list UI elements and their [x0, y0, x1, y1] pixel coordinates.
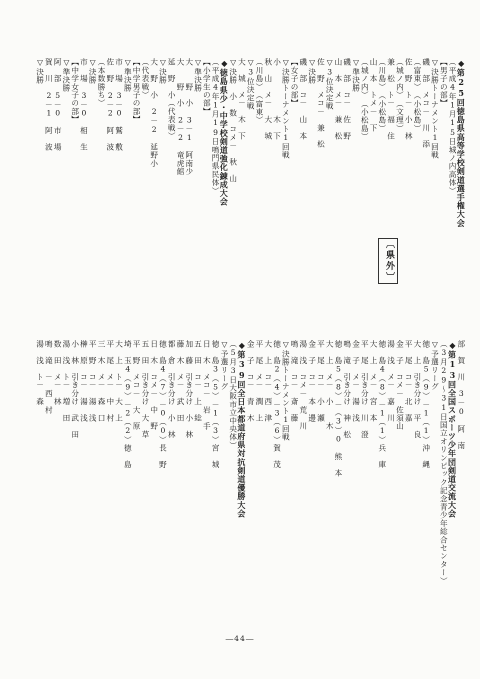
- text-column: 湯 浅 ト－ 増 田: [61, 340, 71, 422]
- text-column: 部 賀 川 3－0 阿 南: [456, 340, 466, 450]
- page-number: ―44―: [225, 634, 255, 643]
- text-column: 大 野 小 2－2 竜虎館: [176, 58, 185, 176]
- text-column: 磯 部 コ－ 山 本: [298, 58, 308, 140]
- text-column: 徳 島4（8）－1（1）兵 庫: [377, 340, 387, 469]
- text-column: ▽決勝トーナメント1回戦: [281, 340, 291, 442]
- text-column: 五 田 コ－ 上 総: [193, 340, 203, 422]
- text-column: 鳴 滝 コ－ 斎 藤: [290, 340, 300, 422]
- text-column: 【女子の部】: [290, 58, 300, 108]
- text-column: 埼 玉4（9）－2（2）徳 島: [123, 340, 133, 469]
- text-column: ▽決勝トーナメント1回戦: [281, 58, 291, 160]
- text-column: 平 尾 コ－ 北 嘉: [404, 340, 414, 422]
- text-column: 山 本 トメ－ 下: [369, 58, 379, 132]
- text-column: ◆徳島県少・中学校剣道強化錬成大会: [219, 58, 230, 207]
- text-column: 平 尾 コ－ 小 瀬: [316, 340, 326, 422]
- text-column: 金 子 コ－ 本 邊: [307, 340, 317, 422]
- text-column: ▽決勝: [158, 58, 168, 84]
- text-column: 秋 山 メ－ 大 城: [263, 58, 273, 140]
- text-column: 【中学女子の部】: [70, 58, 80, 124]
- text-column: 小 林 引き分け 武 田: [70, 340, 80, 439]
- text-column: 山 本 メ－ 兼 松: [333, 58, 343, 140]
- text-column: ▽決勝トーナメント1回戦: [430, 58, 440, 160]
- text-column: ▽3位決定戦: [246, 58, 256, 110]
- text-column: 阿 部 5－0 市 場: [53, 58, 63, 151]
- text-column: 平 野 メコ－ 大 原: [132, 340, 142, 431]
- text-column: 都 倉 引き分け 小 林: [167, 340, 177, 439]
- text-column: 平 尾 メ－ 中 村: [105, 340, 115, 422]
- text-column: ▽決勝: [307, 58, 317, 84]
- text-column: 徳 島3（5）－1（3）宮 城: [211, 340, 221, 469]
- text-column: 金 子 メ－ 湯 浅: [351, 340, 361, 422]
- text-column: 三 木 メ－ 森 口: [97, 340, 107, 422]
- text-column: 徳 島5（8）－（3）0 熊 本: [333, 340, 343, 477]
- text-column: 大 野 小 2－2 延野小: [149, 58, 159, 168]
- text-column: 金 子 コ－ 青 木: [246, 340, 256, 422]
- text-column: ▽決勝 小 数 コメ－ 秋 山: [228, 58, 238, 183]
- text-column: （3月29～31日国立オリンピック記念青少年総合センター）: [439, 340, 449, 585]
- text-column: 大 城 メ－ 木 下: [237, 58, 247, 140]
- text-column: ◆第25回徳島県高等学校剣道選手権大会: [456, 58, 467, 228]
- text-column: （城ノ内） （小松島）: [360, 58, 370, 141]
- text-column: ▽準決勝: [123, 58, 133, 93]
- text-column: 湯 浅 ト－ 森: [35, 340, 45, 406]
- text-column: 数 田 メ－ 林: [53, 340, 63, 406]
- text-column: 加 藤 引き分け 小 林: [184, 340, 194, 439]
- text-column: 佐 野 メコ－ 兼 松: [316, 58, 326, 149]
- text-column: 藤 木 メ－ 武 田: [176, 340, 185, 422]
- text-column: 大 上 ト－ 大 上: [114, 340, 124, 422]
- text-column: ▽準決勝: [351, 58, 361, 93]
- text-column: 佐 野 2－2 阿 波: [105, 58, 115, 151]
- text-column: 榊 原 コ－ 湯 浅: [79, 340, 89, 422]
- text-column: 大 上 コ－ 西 津: [263, 340, 273, 422]
- text-column: （川島） （富東）: [254, 58, 264, 125]
- text-column: 磯 部 メコ－ 川 添: [421, 58, 431, 149]
- text-column: 大 上 メ－ 宮 本: [369, 340, 379, 422]
- text-column: 鳴 滝 － 西 村: [44, 340, 54, 414]
- text-column: ▽予選リーグ: [430, 340, 440, 391]
- text-column: （平成4年1月19日鳴門県民体）: [211, 58, 221, 195]
- text-column: 【小学生の部】: [202, 58, 212, 116]
- text-column: ▽決勝: [35, 58, 45, 84]
- text-column: ▽準決勝: [193, 58, 203, 93]
- text-column: 【中学男子の部】: [132, 58, 142, 124]
- text-column: 平 野 コ－ 湯 浅: [88, 340, 98, 422]
- text-column: 五 田 引き分け 大 草: [140, 340, 150, 439]
- text-column: ▽準決勝: [61, 58, 71, 93]
- text-column: （5月3日大阪市立中央体）: [228, 340, 238, 450]
- text-column: 佐 野 ト－ 小 林: [404, 58, 414, 140]
- text-column: 賀 川 2－1 阿 波: [44, 58, 54, 151]
- text-column: 徳 島4（7）－0（0）長 野: [158, 340, 168, 469]
- text-column: ◆第39回全日本都道府県対抗剣道優勝大会: [236, 340, 247, 518]
- text-column: ▽3位決定戦: [325, 58, 335, 110]
- text-column: ▽決勝: [88, 58, 98, 84]
- text-column: 延 野 小（代表戦）: [167, 58, 177, 140]
- text-column: ◆第13回全国スポーツ少年団剣道交流大会: [447, 340, 458, 518]
- section-badge: 〔県外〕: [378, 238, 398, 284]
- text-column: 市 場 3－0 相 生: [79, 58, 89, 151]
- text-column: 徳 島5（9）－1（1）沖 縄: [421, 340, 431, 469]
- text-column: 湯 浅 メ－ 嘉 川: [386, 340, 396, 422]
- text-column: 日 木 コメ－ 中 野: [149, 340, 159, 431]
- text-column: 日 木 メコ－ 岩 手: [202, 340, 212, 431]
- text-column: （富東） （小松島）: [412, 58, 422, 133]
- text-column: 市 場 3－0 鷲 敷: [114, 58, 124, 151]
- text-column: 大 上 メ－ 小 木: [325, 340, 335, 431]
- text-column: 大 上 引き分け 平 良: [412, 340, 422, 439]
- text-column: （川島） （小松島）: [377, 58, 387, 133]
- text-column: 【男子の部】: [439, 58, 449, 108]
- text-column: 小 木 下: [272, 58, 282, 140]
- text-column: （本数勝ち）: [97, 58, 107, 108]
- text-column: 湯 浅 コメ－ 荒 川: [298, 340, 308, 431]
- text-column: 兼 松 ト－ 福 住: [386, 58, 396, 140]
- text-column: （代表戦）: [140, 58, 150, 99]
- text-column: 鳴 滝 引き分け 神 松: [342, 340, 352, 439]
- text-column: ▽予選リーグ: [219, 340, 229, 391]
- text-column: （平成4年1月15日城ノ内高体）: [448, 58, 458, 195]
- text-column: 平 尾 メ－ 潤 上: [254, 340, 264, 422]
- text-column: 大 野 小 3－1 阿南少: [184, 58, 194, 176]
- text-column: 徳 島2（4）－3（6）賀 茂: [272, 340, 282, 469]
- text-column: 磯 部 コ－ 佐 野: [342, 58, 352, 140]
- text-column: （城ノ内） （文理）: [395, 58, 405, 133]
- text-column: 平 尾 引き分け 川 澄: [360, 340, 370, 439]
- text-column: 金 子 コメ－ 佐須山: [395, 340, 405, 431]
